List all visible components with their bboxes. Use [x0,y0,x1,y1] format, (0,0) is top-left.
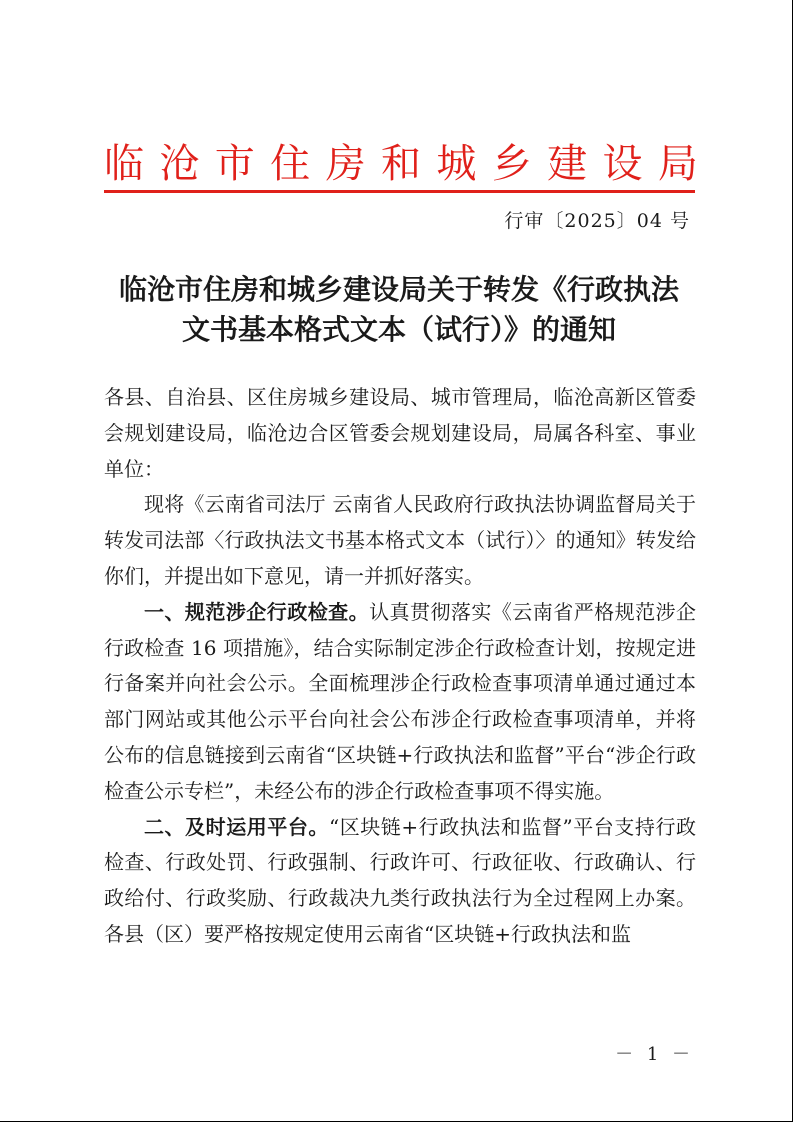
header-char: 住 [270,141,311,187]
header-char: 城 [436,141,477,187]
page-number: － 1 － [615,1044,694,1065]
header-char: 乡 [491,141,532,187]
header-char: 临 [104,141,144,187]
section-heading: 二、及时运用平台。 [144,814,329,839]
document-title [100,270,698,350]
header-char: 建 [547,141,588,187]
header-char: 房 [325,141,366,187]
title-line-1: 临沧市住房和城乡建设局关于转发《行政执法 [118,273,679,306]
header-char: 局 [657,141,698,187]
section-text: “区块链+行政执法和监督”平台支持行政检查、行政处罚、行政强制、行政许可、行政征收、行政确认、行政给付、行政奖励、行政裁决九类行政执法行为全过程网上办案。各县（区）要严格按规定使用云南省“区块链+行政执法和监 [104,814,696,946]
header-char: 设 [602,141,643,187]
issuing-authority-header [104,138,698,190]
section-paragraph [104,595,696,810]
title-line-2: 文书基本格式文本（试行）》的通知 [181,313,616,346]
section-text: 认真贯彻落实《云南省严格规范涉企行政检查 16 项措施》，结合实际制定涉企行政检查计划，按规定进行备案并向社会公示。全面梳理涉企行政检查事项清单通过通过本部门网站或其他公示平台向社会公布涉企行政检查事项清单，并将公布的信息链接到云南省“区块链+行政执法和监督”平台“涉企行政检查公示专栏”，未经公布的涉企行政检查事项不得实施。 [104,599,697,803]
recipients-paragraph: 各县、自治县、区住房城乡建设局、城市管理局，临沧高新区管委会规划建设局，临沧边合区管委会规划建设局，局属各科室、事业单位： [104,385,696,481]
intro-paragraph: 现将《云南省司法厅 云南省人民政府行政执法协调监督局关于转发司法部〈行政执法文书基本格式文本（试行）〉的通知》转发给你们，并提出如下意见，请一并抓好落实。 [104,492,696,588]
document-body [104,380,696,953]
red-divider-line [104,190,695,193]
section-paragraph [104,810,696,953]
header-char: 和 [380,141,421,187]
section-heading: 一、规范涉企行政检查。 [144,599,370,624]
header-char: 沧 [159,141,200,187]
document-number: 行审〔2025〕04 号 [504,210,690,232]
header-char: 市 [214,141,255,187]
